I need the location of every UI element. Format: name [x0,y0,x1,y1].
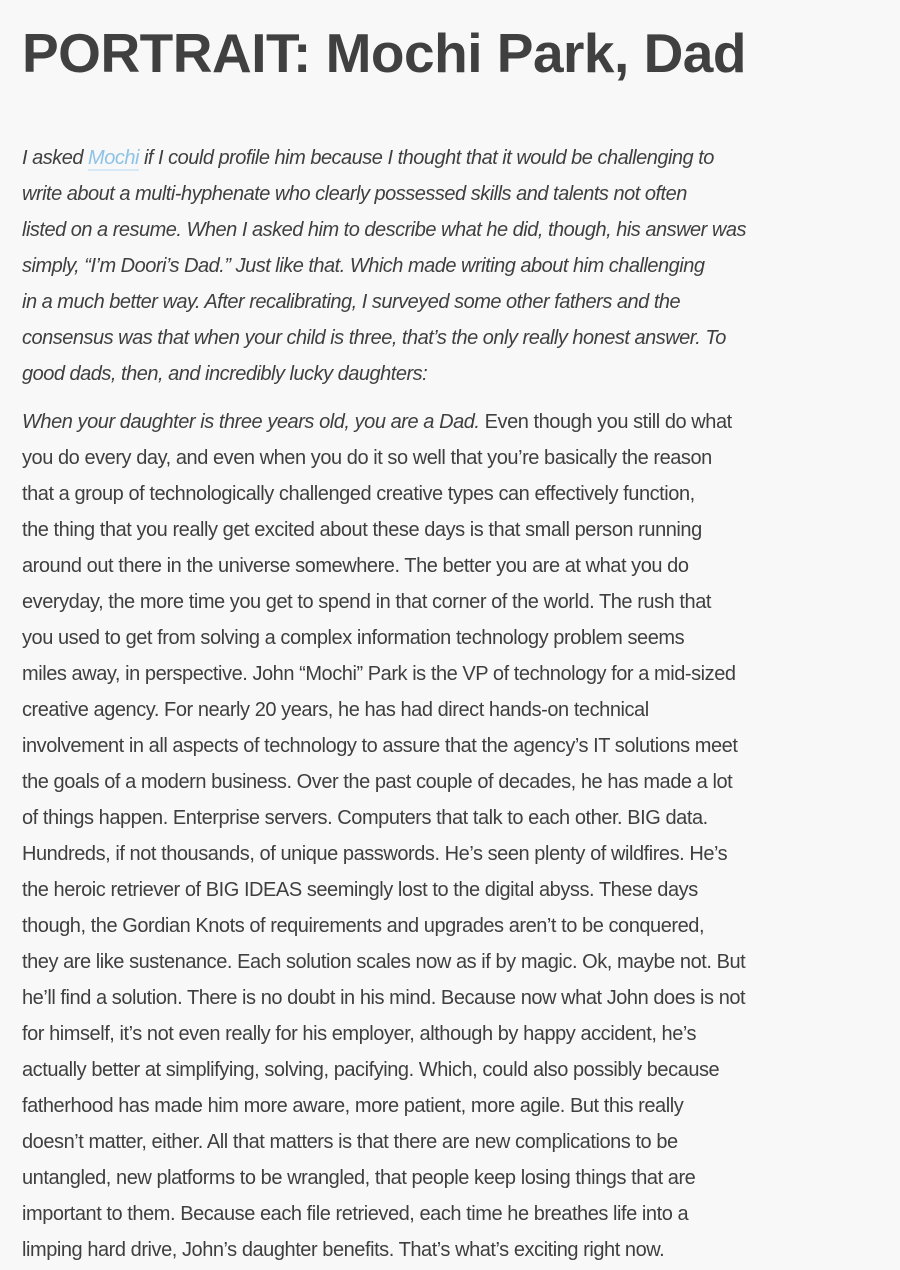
body-line: they are like sustenance. Each solution scales now as if by magic. Ok, maybe not. But [22,951,746,973]
body-line: though, the Gordian Knots of requirements and upgrades aren’t to be conquered, [22,915,705,937]
body-line: involvement in all aspects of technology to assure that the agency’s IT solutions meet [22,735,738,757]
intro-line: write about a multi-hyphenate who clearly possessed skills and talents not often [22,183,687,205]
body-line: creative agency. For nearly 20 years, he has had direct hands-on technical [22,699,649,721]
body-line: the heroic retriever of BIG IDEAS seemingly lost to the digital abyss. These days [22,879,698,901]
intro-line: simply, “I’m Doori’s Dad.” Just like that. Which made writing about him challenging [22,255,705,277]
intro-paragraph [22,140,900,392]
body-line: limping hard drive, John’s daughter benefits. That’s what’s exciting right now. [22,1239,665,1261]
body-line: doesn’t matter, either. All that matters is that there are new complications to be [22,1131,678,1153]
intro-line [22,140,900,176]
body-lead-italic: When your daughter is three years old, you are a Dad. [22,411,480,433]
body-text: Even though you still do what [479,411,732,433]
body-line: he’ll find a solution. There is no doubt in his mind. Because now what John does is not [22,987,746,1009]
body-line: fatherhood has made him more aware, more patient, more agile. But this really [22,1095,684,1117]
intro-line: good dads, then, and incredibly lucky daughters: [22,363,428,385]
body-line: everyday, the more time you get to spend in that corner of the world. The rush that [22,591,711,613]
mochi-link[interactable]: Mochi [88,147,139,169]
intro-text: I asked [22,147,89,169]
page-title: PORTRAIT: Mochi Park, Dad [22,22,746,84]
body-line: actually better at simplifying, solving, pacifying. Which, could also possibly because [22,1059,720,1081]
body-line: the goals of a modern business. Over the past couple of decades, he has made a lot [22,771,733,793]
body-line: untangled, new platforms to be wrangled, that people keep losing things that are [22,1167,696,1189]
intro-line: listed on a resume. When I asked him to describe what he did, though, his answer was [22,219,746,241]
body-line [22,404,900,440]
body-line: that a group of technologically challenged creative types can effectively function, [22,483,695,505]
body-line: you do every day, and even when you do it so well that you’re basically the reason [22,447,712,469]
body-line: around out there in the universe somewhere. The better you are at what you do [22,555,689,577]
body-line: miles away, in perspective. John “Mochi” Park is the VP of technology for a mid-sized [22,663,736,685]
body-line: you used to get from solving a complex information technology problem seems [22,627,685,649]
body-line: for himself, it’s not even really for his employer, although by happy accident, he’s [22,1023,697,1045]
body-line: Hundreds, if not thousands, of unique passwords. He’s seen plenty of wildfires. He’s [22,843,728,865]
body-paragraph [22,404,900,1268]
intro-line: consensus was that when your child is three, that’s the only really honest answer. To [22,327,726,349]
body-line: the thing that you really get excited about these days is that small person running [22,519,702,541]
intro-line: in a much better way. After recalibrating, I surveyed some other fathers and the [22,291,681,313]
body-line: of things happen. Enterprise servers. Computers that talk to each other. BIG data. [22,807,708,829]
intro-text: if I could profile him because I thought that it would be challenging to [138,147,714,169]
body-line: important to them. Because each file retrieved, each time he breathes life into a [22,1203,689,1225]
